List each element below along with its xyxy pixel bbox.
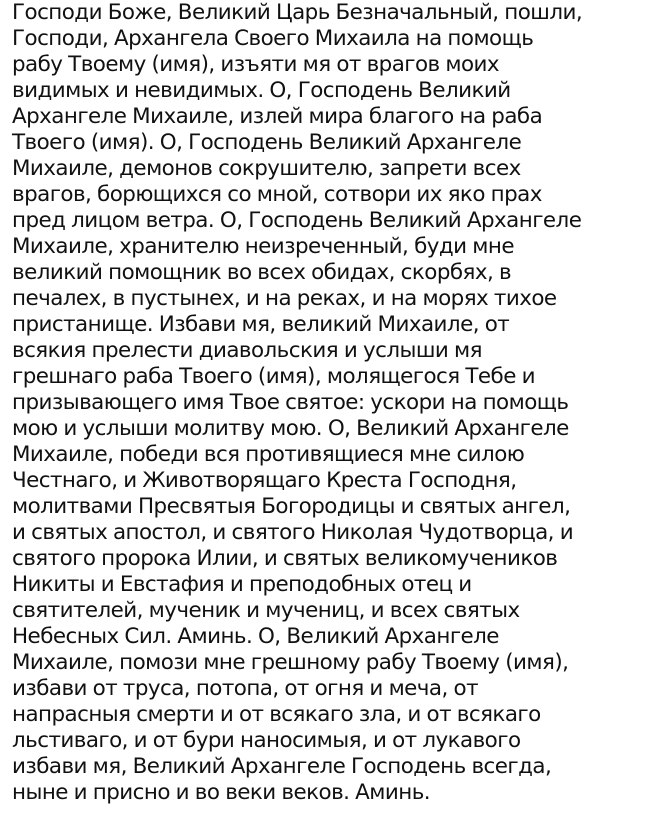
prayer-line: святителей, мученик и мучениц, и всех святых bbox=[12, 598, 520, 623]
prayer-line: грешнаго раба Твоего (имя), молящегося Тебе и bbox=[12, 364, 535, 389]
prayer-line: молитвами Пресвятыя Богородицы и святых ангел, bbox=[12, 494, 571, 519]
prayer-line: ныне и присно и во веки веков. Аминь. bbox=[12, 780, 431, 805]
prayer-text bbox=[12, 0, 667, 806]
prayer-line: Честнаго, и Животворящаго Креста Господня, bbox=[12, 468, 517, 493]
prayer-line: Михаиле, победи вся противящиеся мне силою bbox=[12, 442, 525, 467]
prayer-line: пред лицом ветра. О, Господень Великий Архангеле bbox=[12, 208, 582, 233]
prayer-line: Господи, Архангела Своего Михаила на помощь bbox=[12, 26, 534, 51]
prayer-line: Архангеле Михаиле, излей мира благого на раба bbox=[12, 104, 543, 129]
prayer-line: Никиты и Евстафия и преподобных отец и bbox=[12, 572, 472, 597]
prayer-line: призывающего имя Твое святое: ускори на помощь bbox=[12, 390, 569, 415]
prayer-line: великий помощник во всех обидах, скорбях, в bbox=[12, 260, 512, 285]
prayer-line: избави мя, Великий Архангеле Господень всегда, bbox=[12, 754, 552, 779]
prayer-line: Господи Боже, Великий Царь Безначальный, пошли, bbox=[12, 0, 583, 25]
prayer-line: льстиваго, и от бури наносимыя, и от лукавого bbox=[12, 728, 521, 753]
prayer-line: избави от труса, потопа, от огня и меча, от bbox=[12, 676, 478, 701]
prayer-line: врагов, борющихся со мной, сотвори их яко прах bbox=[12, 182, 542, 207]
prayer-line: рабу Твоему (имя), изъяти мя от врагов моих bbox=[12, 52, 500, 77]
prayer-line: святого пророка Илии, и святых великомучеников bbox=[12, 546, 558, 571]
prayer-line: мою и услыши молитву мою. О, Великий Архангеле bbox=[12, 416, 569, 441]
prayer-line: напрасныя смерти и от всякаго зла, и от всякаго bbox=[12, 702, 541, 727]
prayer-line: и святых апостол, и святого Николая Чудотворца, и bbox=[12, 520, 574, 545]
prayer-line: Твоего (имя). О, Господень Великий Архангеле bbox=[12, 130, 522, 155]
prayer-line: видимых и невидимых. О, Господень Великий bbox=[12, 78, 511, 103]
prayer-line: Небесных Сил. Аминь. О, Великий Архангеле bbox=[12, 624, 499, 649]
prayer-line: всякия прелести диавольския и услыши мя bbox=[12, 338, 482, 363]
prayer-line: Михаиле, помози мне грешному рабу Твоему (имя), bbox=[12, 650, 569, 675]
prayer-line: пристанище. Избави мя, великий Михаиле, от bbox=[12, 312, 510, 337]
prayer-line: Михаиле, демонов сокрушителю, запрети всех bbox=[12, 156, 521, 181]
prayer-line: Михаиле, хранителю неизреченный, буди мне bbox=[12, 234, 514, 259]
prayer-line: печалех, в пустынех, и на реках, и на морях тихое bbox=[12, 286, 557, 311]
